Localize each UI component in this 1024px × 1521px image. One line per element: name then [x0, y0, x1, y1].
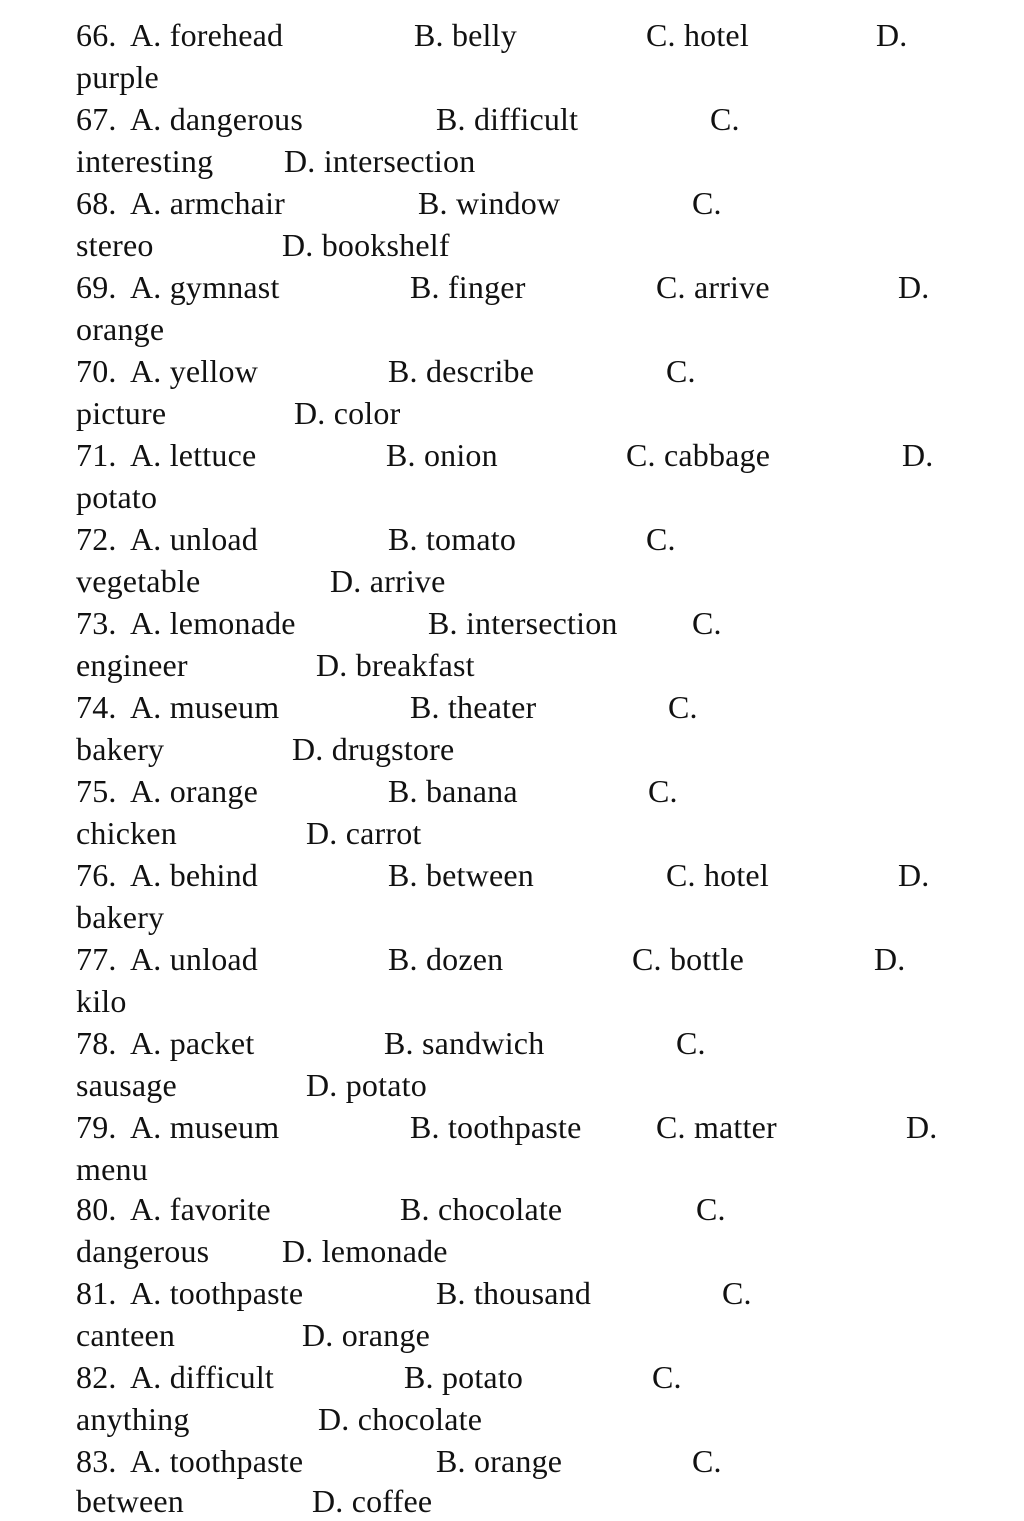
- q79-option-c: C. matter: [656, 1109, 777, 1145]
- q80-number: 80.: [76, 1191, 117, 1227]
- q75-number: 75.: [76, 773, 117, 809]
- q71-number: 71.: [76, 437, 117, 473]
- q78-option-c-label: C.: [676, 1025, 706, 1061]
- q80-option-a: A. favorite: [130, 1191, 271, 1227]
- q73-option-c-word: engineer: [76, 647, 188, 683]
- q73-option-c-label: C.: [692, 605, 722, 641]
- q66-number: 66.: [76, 17, 117, 53]
- q71-option-c: C. cabbage: [626, 437, 771, 473]
- q74-option-c-label: C.: [668, 689, 698, 725]
- q73-option-d: D. breakfast: [316, 647, 475, 683]
- q76-number: 76.: [76, 857, 117, 893]
- q82-option-c-label: C.: [652, 1359, 682, 1395]
- q73-option-b: B. intersection: [428, 605, 618, 641]
- q77-number: 77.: [76, 941, 117, 977]
- q78-option-a: A. packet: [130, 1025, 255, 1061]
- q82-option-d: D. chocolate: [318, 1401, 483, 1437]
- q74-number: 74.: [76, 689, 117, 725]
- q80-option-b: B. chocolate: [400, 1191, 563, 1227]
- q79-option-d-label: D.: [906, 1109, 938, 1145]
- q79-option-d-word: menu: [76, 1151, 148, 1187]
- q77-option-c: C. bottle: [632, 941, 745, 977]
- q83-option-c-word: between: [76, 1483, 185, 1519]
- q82-option-b: B. potato: [404, 1359, 524, 1395]
- q69-option-b: B. finger: [410, 269, 526, 305]
- q71-option-a: A. lettuce: [130, 437, 257, 473]
- q78-number: 78.: [76, 1025, 117, 1061]
- q72-option-a: A. unload: [130, 521, 259, 557]
- q73-option-a: A. lemonade: [130, 605, 296, 641]
- q69-number: 69.: [76, 269, 117, 305]
- q68-option-a: A. armchair: [130, 185, 286, 221]
- q77-option-b: B. dozen: [388, 941, 504, 977]
- q69-option-d-word: orange: [76, 311, 165, 347]
- q78-option-b: B. sandwich: [384, 1025, 545, 1061]
- q66-option-a: A. forehead: [130, 17, 284, 53]
- q67-number: 67.: [76, 101, 117, 137]
- q81-option-b: B. thousand: [436, 1275, 592, 1311]
- q72-option-c-label: C.: [646, 521, 676, 557]
- q76-option-d-word: bakery: [76, 899, 165, 935]
- q68-option-c-label: C.: [692, 185, 722, 221]
- q82-option-a: A. difficult: [130, 1359, 275, 1395]
- q70-option-b: B. describe: [388, 353, 535, 389]
- q76-option-a: A. behind: [130, 857, 259, 893]
- q79-option-b: B. toothpaste: [410, 1109, 582, 1145]
- q82-number: 82.: [76, 1359, 117, 1395]
- q67-option-c-word: interesting: [76, 143, 214, 179]
- q75-option-a: A. orange: [130, 773, 258, 809]
- q68-option-c-word: stereo: [76, 227, 154, 263]
- q81-option-c-word: canteen: [76, 1317, 176, 1353]
- q66-option-b: B. belly: [414, 17, 517, 53]
- q79-number: 79.: [76, 1109, 117, 1145]
- q66-option-d-word: purple: [76, 59, 159, 95]
- q69-option-c: C. arrive: [656, 269, 770, 305]
- q71-option-d-label: D.: [902, 437, 934, 473]
- q76-option-c: C. hotel: [666, 857, 769, 893]
- q72-option-c-word: vegetable: [76, 563, 201, 599]
- q77-option-a: A. unload: [130, 941, 259, 977]
- q75-option-c-word: chicken: [76, 815, 177, 851]
- q81-option-a: A. toothpaste: [130, 1275, 304, 1311]
- q81-option-d: D. orange: [302, 1317, 430, 1353]
- q70-option-c-word: picture: [76, 395, 167, 431]
- q79-option-a: A. museum: [130, 1109, 280, 1145]
- q66-option-d-label: D.: [876, 17, 908, 53]
- q78-option-c-word: sausage: [76, 1067, 177, 1103]
- q74-option-d: D. drugstore: [292, 731, 455, 767]
- q82-option-c-word: anything: [76, 1401, 190, 1437]
- q68-number: 68.: [76, 185, 117, 221]
- q81-number: 81.: [76, 1275, 117, 1311]
- q74-option-a: A. museum: [130, 689, 280, 725]
- q77-option-d-label: D.: [874, 941, 906, 977]
- q70-option-d: D. color: [294, 395, 401, 431]
- q75-option-b: B. banana: [388, 773, 518, 809]
- q73-number: 73.: [76, 605, 117, 641]
- q75-option-c-label: C.: [648, 773, 678, 809]
- q76-option-b: B. between: [388, 857, 534, 893]
- q74-option-c-word: bakery: [76, 731, 165, 767]
- q71-option-b: B. onion: [386, 437, 498, 473]
- q70-option-c-label: C.: [666, 353, 696, 389]
- q83-number: 83.: [76, 1443, 117, 1479]
- q66-option-c: C. hotel: [646, 17, 749, 53]
- q67-option-c-label: C.: [710, 101, 740, 137]
- q67-option-d: D. intersection: [284, 143, 476, 179]
- q77-option-d-word: kilo: [76, 983, 127, 1019]
- q80-option-d: D. lemonade: [282, 1233, 448, 1269]
- q80-option-c-label: C.: [696, 1191, 726, 1227]
- q72-option-d: D. arrive: [330, 563, 446, 599]
- q72-number: 72.: [76, 521, 117, 557]
- q71-option-d-word: potato: [76, 479, 158, 515]
- q70-number: 70.: [76, 353, 117, 389]
- q72-option-b: B. tomato: [388, 521, 517, 557]
- q67-option-b: B. difficult: [436, 101, 579, 137]
- q69-option-a: A. gymnast: [130, 269, 280, 305]
- q69-option-d-label: D.: [898, 269, 930, 305]
- q68-option-d: D. bookshelf: [282, 227, 450, 263]
- q83-option-c-label: C.: [692, 1443, 722, 1479]
- q67-option-a: A. dangerous: [130, 101, 304, 137]
- q78-option-d: D. potato: [306, 1067, 427, 1103]
- q74-option-b: B. theater: [410, 689, 537, 725]
- q83-option-a: A. toothpaste: [130, 1443, 304, 1479]
- q76-option-d-label: D.: [898, 857, 930, 893]
- q80-option-c-word: dangerous: [76, 1233, 210, 1269]
- q81-option-c-label: C.: [722, 1275, 752, 1311]
- q70-option-a: A. yellow: [130, 353, 259, 389]
- q75-option-d: D. carrot: [306, 815, 422, 851]
- q83-option-b: B. orange: [436, 1443, 563, 1479]
- q68-option-b: B. window: [418, 185, 561, 221]
- q83-option-d: D. coffee: [312, 1483, 433, 1519]
